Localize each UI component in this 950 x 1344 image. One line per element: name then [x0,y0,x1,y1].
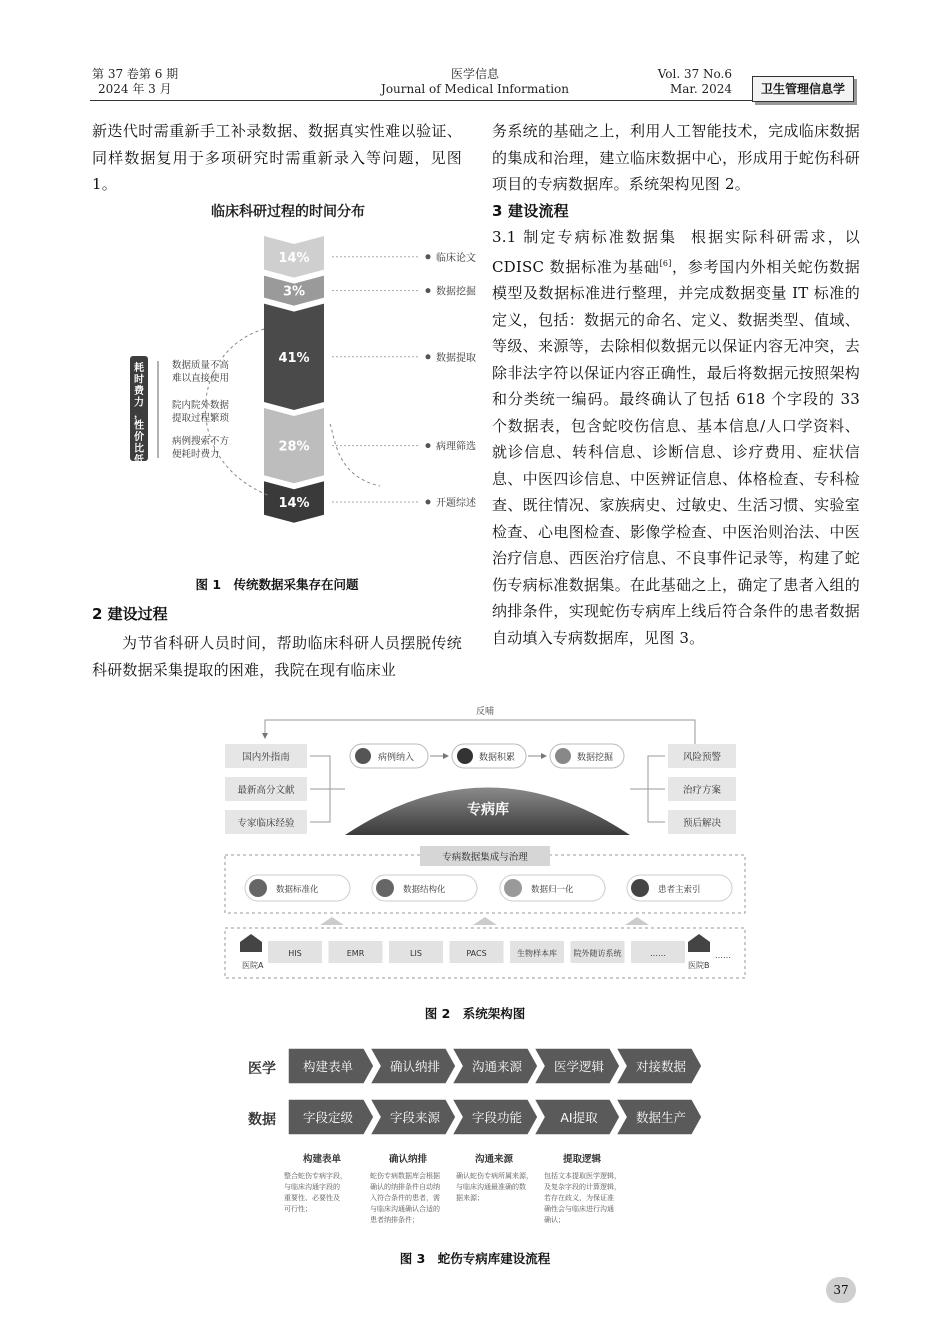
fig3-note-body-4: 包括文本提取医学逻辑，及复杂字段的计算逻辑，若存在歧义，为保证准确性会与临床进行沟通确认； [544,1172,621,1224]
fig3-step-label-r2-1: 字段定级 [302,1110,354,1125]
section-badge: 卫生管理信息学 [752,76,854,102]
svg-text:数据结构化: 数据结构化 [403,885,446,895]
subsection-3-1: 3.1 制定专病标准数据集 [492,228,678,246]
fig2-gov-items [245,875,732,901]
right-para-31: 3.1 制定专病标准数据集 根据实际科研需求，以 CDISC 数据标准为基础[6]，参考国内外相关蛇伤数据模型及数据标准进行整理，并完成数据变量 IT 标准的定义，包括：数据元的命名、定义、数据类型、值域、等级、来源等，去除相似数据元以保证内容无冲突，去除非法字符以保证内容正确性，最后将数据元按照架构和分类统一编码。最终确认了包括 618 个字段的 33 个数据表，包含蛇咬伤信息、基本信息/人口学资料、就诊信息、转科信息、诊断信息、诊疗费用、症状信息、中医四诊信息、中医辨证信息、体格检查、专科检查、既往情况、家族病史、过敏史、生活习惯、实验室检查、心电图检查、影像学检查、中医治则治法、中医治疗信息、西医治疗信息、不良事件记录等，构建了蛇伤专病标准数据集。在此基础之上，确定了患者入组的纳排条件，实现蛇伤专病库上线后符合条件的患者数据自动填入专病数据库，见图 3。 [492,228,860,647]
figure-1 [120,196,476,596]
left-para-1: 新迭代时需重新手工补录数据、数据真实性难以验证、同样数据复用于多项研究时需重新录入等问题，见图 1。 [92,122,462,193]
fig2-right-boxes [668,744,736,834]
fig3-note-body-2: 蛇伤专病数据库会根据确认的纳排条件自动纳入符合条件的患者，需与临床沟通确认合适的患者纳排条件； [370,1172,440,1224]
fig3-step-label-r2-5: 数据生产 [635,1110,687,1125]
fig3-caption: 图 3 蛇伤专病库建设流程 [399,1251,551,1266]
header-rule [90,100,755,101]
fig2-flow-1-icon [355,748,371,764]
fig2-feedback-arrow [265,720,695,745]
figure-3 [240,1040,730,1245]
fig1-leader-dot-2 [426,288,431,293]
fig3-chevrons [288,1048,702,1135]
fig2-hospital-a: 医院A [242,961,264,970]
fig1-caption: 图 1 传统数据采集存在问题 [195,577,359,592]
fig1-category-2: 数据挖掘 [436,286,476,298]
fig2-system-label-5: 生物样本库 [517,949,557,958]
fig3-row2-label: 数据 [248,1112,276,1128]
fig1-title: 临床科研过程的时间分布 [211,204,365,220]
fig2-system-label-3: LIS [410,949,422,958]
fig2-up-arrow-2 [473,917,497,925]
fig2-gov-item-1-icon [249,879,267,897]
fig3-row1-label: 医学 [248,1061,276,1077]
fig2-system-label-2: EMR [346,949,365,958]
svg-text:最新高分文献: 最新高分文献 [237,785,295,796]
page-number: 37 [826,1277,856,1303]
fig2-flow-2-icon [457,748,473,764]
fig1-note-2: 院内院外数据提取过程繁琐 [172,400,230,424]
fig2-feedback-label: 反哺 [475,707,495,717]
fig1-category-1: 临床论文 [436,252,476,264]
fig3-note-body-3: 确认蛇伤专病所属来源，与临床沟通最准确的数据来源； [456,1172,533,1202]
fig2-system-label-1: HIS [288,949,302,958]
svg-text:病例纳入: 病例纳入 [378,753,415,763]
fig1-note-3: 病例搜索不方便耗时费力 [172,436,230,460]
fig1-bar-value-2: 3% [282,284,306,300]
fig1-category-3: 数据提取 [436,352,476,364]
left-para-2: 为节省科研人员时间，帮助临床科研人员摆脱传统科研数据采集提取的困难，我院在现有临床业 [92,634,462,679]
fig3-step-label-r1-1: 构建表单 [302,1059,354,1074]
svg-text:治疗方案: 治疗方案 [682,785,722,796]
fig1-leader-dot-1 [426,254,431,259]
fig2-more: …… [715,951,731,960]
fig3-step-label-r1-4: 医学逻辑 [553,1059,605,1074]
svg-text:风险预警: 风险预警 [682,752,722,763]
right-para-1: 务系统的基础之上，利用人工智能技术，完成临床数据的集成和治理，建立临床数据中心，形成用于蛇伤科研项目的专病数据库。系统架构见图 2。 [492,122,860,193]
fig1-dashed-arc-right [330,424,380,486]
svg-text:国内外指南: 国内外指南 [242,752,290,763]
hospital-b-icon [688,934,710,952]
fig1-bar-value-1: 14% [278,250,310,266]
fig3-note-title-4: 提取逻辑 [562,1154,602,1165]
fig3-step-label-r1-3: 沟通来源 [471,1059,523,1074]
fig1-category-4: 病理筛选 [436,441,476,453]
fig2-hospital-b: 医院B [688,961,710,970]
fig2-flow-3-icon [555,748,571,764]
fig2-systems [268,941,685,963]
fig2-system-label-6: 院外随访系统 [573,949,622,958]
fig1-leader-dot-4 [426,443,431,448]
journal-volume: 第 37 卷第 6 期 2024 年 3 月 [92,67,179,96]
fig1-bars [264,236,476,523]
svg-text:数据挖掘: 数据挖掘 [577,753,614,763]
journal-title: 医学信息 Journal of Medical Information [381,67,569,96]
fig2-governance-title: 专病数据集成与治理 [442,852,528,863]
fig2-core-label: 专病库 [467,802,509,818]
fig2-caption: 图 2 系统架构图 [424,1006,526,1021]
fig3-step-label-r1-2: 确认纳排 [389,1059,441,1074]
fig3-step-label-r2-3: 字段功能 [471,1110,523,1125]
fig1-leader-dot-5 [426,500,431,505]
right-column [492,118,860,651]
fig1-bar-value-4: 28% [278,439,310,455]
figure-2 [220,700,750,995]
svg-text:患者主索引: 患者主索引 [658,885,701,895]
fig1-bar-value-5: 14% [278,496,310,511]
journal-volume-en: Vol. 37 No.6 Mar. 2024 [657,67,732,96]
fig3-note-title-3: 沟通来源 [474,1154,514,1165]
fig2-up-arrow-1 [320,917,344,925]
fig2-system-label-4: PACS [466,949,487,958]
fig2-gov-item-2-icon [376,879,394,897]
fig2-left-bracket [310,756,345,822]
fig1-leader-dot-3 [426,354,431,359]
fig2-right-bracket [630,756,665,822]
svg-text:数据积累: 数据积累 [479,753,516,763]
hospital-a-icon [240,934,262,952]
fig3-step-label-r2-2: 字段来源 [389,1110,441,1125]
section-3-heading: 3 建设流程 [492,201,569,220]
svg-text:数据归一化: 数据归一化 [531,885,574,895]
fig2-up-arrow-3 [625,917,649,925]
fig3-note-title-1: 构建表单 [302,1154,342,1165]
fig1-bar-value-3: 41% [278,350,310,366]
fig3-note-title-2: 确认纳排 [388,1154,428,1165]
svg-text:专家临床经验: 专家临床经验 [237,818,295,829]
fig3-step-label-r1-5: 对接数据 [635,1059,687,1074]
fig1-side-label: 耗时费力，性价比低 [134,363,144,466]
left-column [92,118,462,198]
fig1-category-5: 开题综述 [436,498,476,509]
fig2-left-boxes [225,744,307,834]
svg-text:预后解决: 预后解决 [682,818,722,829]
fig2-gov-item-3-icon [504,879,522,897]
citation-6[interactable]: [6] [659,258,672,268]
fig3-notes [284,1153,621,1224]
section-2-heading: 2 建设过程 [92,605,168,623]
fig2-gov-item-4-icon [631,879,649,897]
fig2-system-label-7: …… [650,949,666,958]
svg-text:数据标准化: 数据标准化 [276,885,319,895]
fig3-step-label-r2-4: AI提取 [560,1110,598,1125]
fig1-note-1: 数据质量不高难以直接使用 [172,360,230,384]
fig3-note-body-1: 整合蛇伤专病字段，与临床沟通字段的重要性、必要性及可行性； [284,1172,347,1213]
